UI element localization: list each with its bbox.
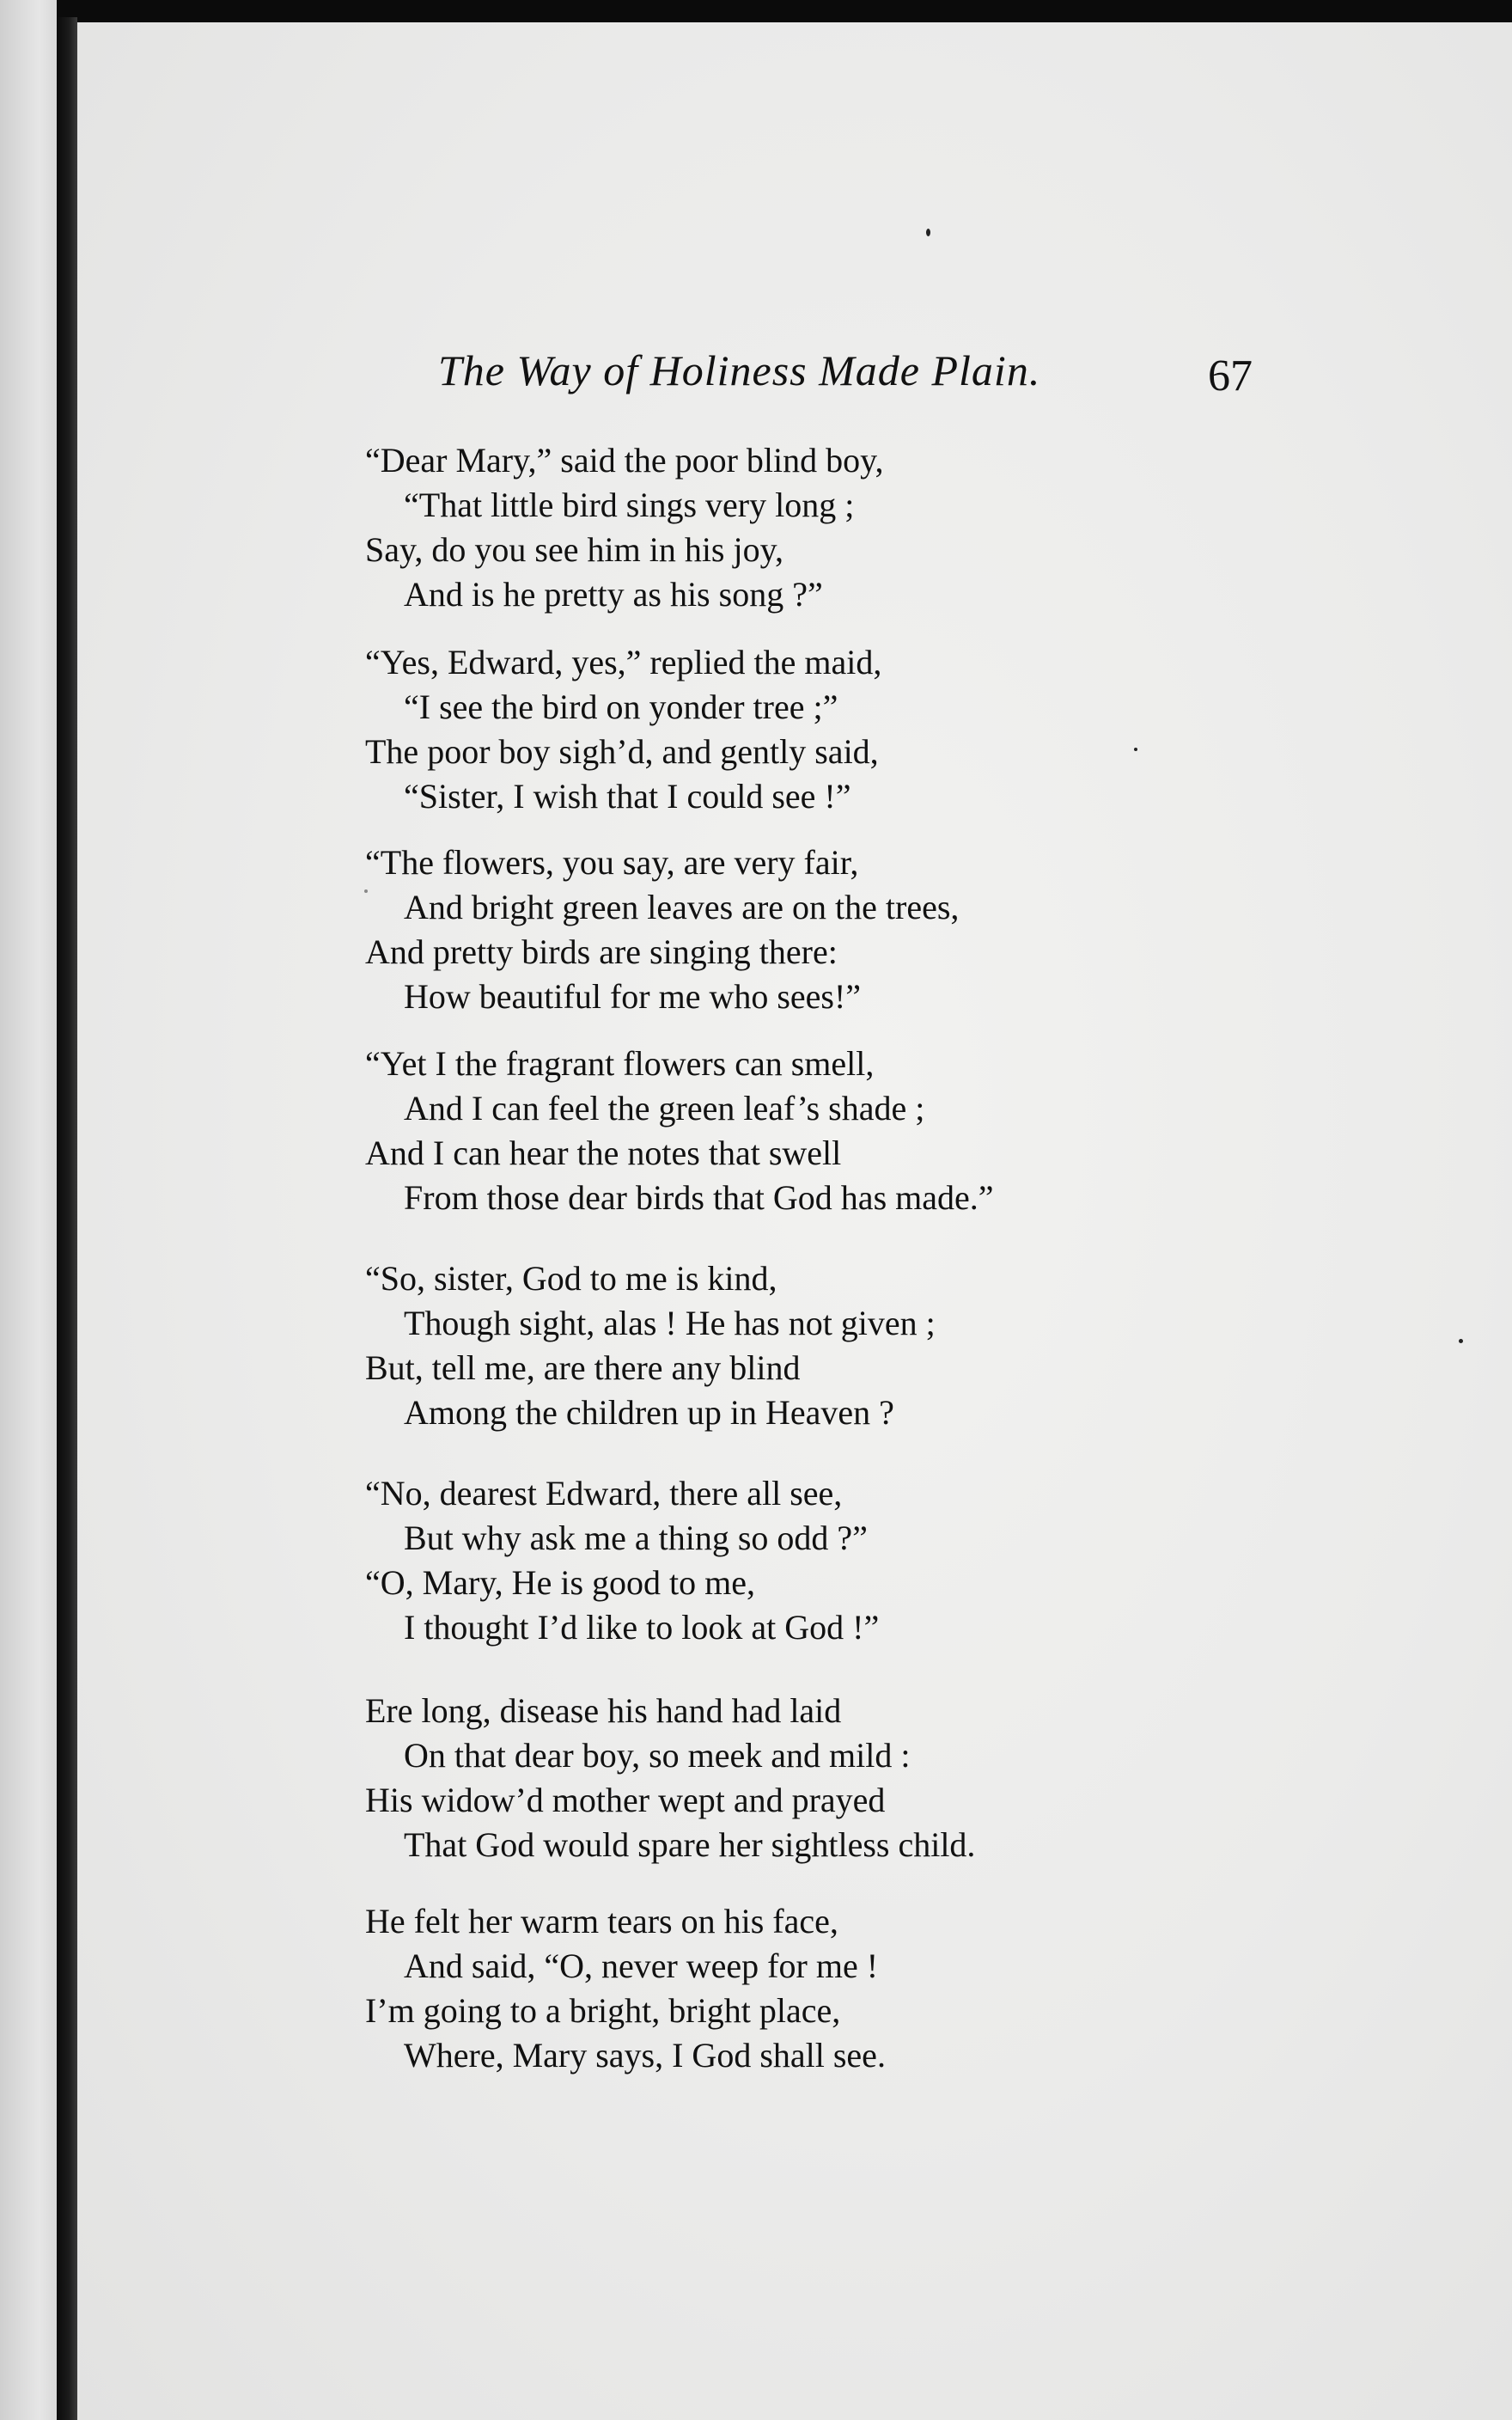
verse-line: But, tell me, are there any blind: [365, 1348, 801, 1387]
verse-line: “O, Mary, He is good to me,: [365, 1563, 755, 1602]
verse-line: I thought I’d like to look at God !”: [404, 1608, 880, 1647]
verse-line: Though sight, alas ! He has not given ;: [404, 1304, 936, 1342]
stanza: [365, 438, 1224, 617]
stanza: [365, 1899, 1224, 2078]
scan-speck: [1459, 1339, 1463, 1343]
verse-line: His widow’d mother wept and prayed: [365, 1781, 886, 1819]
verse-line: Ere long, disease his hand had laid: [365, 1691, 842, 1730]
verse-line: On that dear boy, so meek and mild :: [404, 1736, 911, 1775]
verse-line: And bright green leaves are on the trees,: [404, 888, 960, 926]
stanza: [365, 1471, 1224, 1650]
verse-line: And is he pretty as his song ?”: [404, 575, 823, 614]
scan-border-top: [57, 0, 1512, 22]
verse-line: “No, dearest Edward, there all see,: [365, 1474, 843, 1512]
verse-line: And pretty birds are singing there:: [365, 932, 838, 971]
stanza: [365, 1689, 1224, 1867]
verse-line: From those dear birds that God has made.”: [404, 1178, 994, 1217]
verse-line: “So, sister, God to me is kind,: [365, 1259, 777, 1298]
verse-line: Say, do you see him in his joy,: [365, 530, 784, 569]
stanza: [365, 640, 1224, 819]
verse-line: “That little bird sings very long ;: [404, 486, 855, 524]
stanza: [365, 840, 1224, 1019]
verse-line: “Sister, I wish that I could see !”: [404, 777, 851, 816]
verse-line: And said, “O, never weep for me !: [404, 1946, 879, 1985]
running-head: The Way of Holiness Made Plain.: [438, 346, 1041, 394]
verse-line: But why ask me a thing so odd ?”: [404, 1519, 868, 1557]
verse-line: And I can feel the green leaf’s shade ;: [404, 1089, 925, 1128]
binding-edge: [57, 17, 77, 2420]
stanza: [365, 1256, 1224, 1435]
verse-line: “I see the bird on yonder tree ;”: [404, 688, 838, 726]
verse-line: How beautiful for me who sees!”: [404, 977, 862, 1016]
verse-line: He felt her warm tears on his face,: [365, 1902, 838, 1940]
stanza: [365, 1042, 1224, 1220]
verse-line: “Yet I the fragrant flowers can smell,: [365, 1044, 875, 1083]
verse-line: “Yes, Edward, yes,” replied the maid,: [365, 643, 882, 681]
verse-line: Where, Mary says, I God shall see.: [404, 2036, 886, 2075]
verse-line: “The flowers, you say, are very fair,: [365, 843, 859, 882]
page-number: 67: [1208, 351, 1253, 400]
scan-speck: [926, 229, 930, 236]
verse-line: That God would spare her sightless child.: [404, 1825, 976, 1864]
verse-line: And I can hear the notes that swell: [365, 1134, 842, 1172]
verse-line: I’m going to a bright, bright place,: [365, 1991, 841, 2030]
scan-margin-left: [0, 0, 57, 2420]
verse-line: “Dear Mary,” said the poor blind boy,: [365, 441, 884, 480]
verse-line: The poor boy sigh’d, and gently said,: [365, 732, 879, 771]
verse-line: Among the children up in Heaven ?: [404, 1393, 894, 1432]
